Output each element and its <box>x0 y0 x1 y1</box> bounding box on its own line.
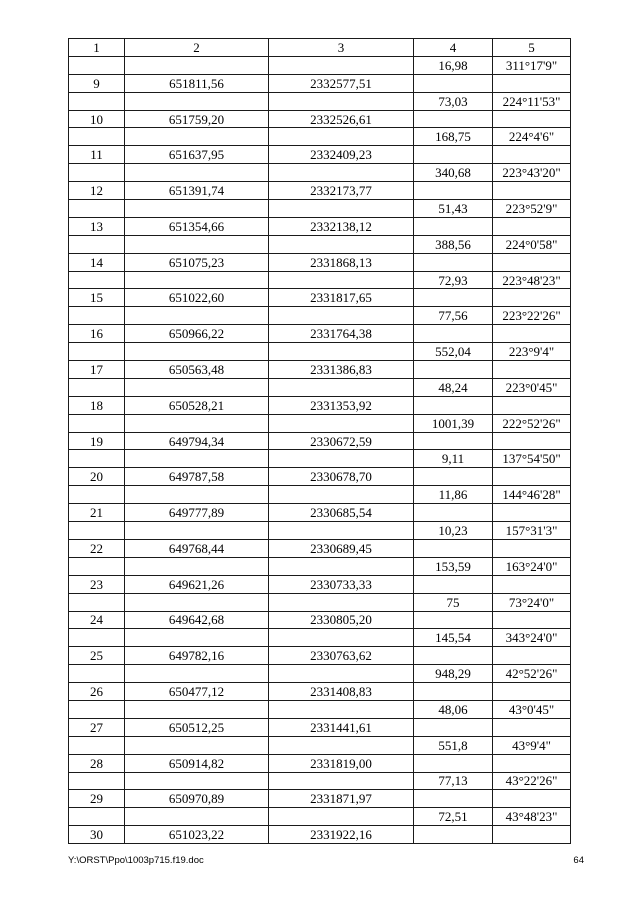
cell-point-number: 25 <box>69 647 125 665</box>
column-header-1: 1 <box>69 39 125 57</box>
cell-y-coordinate: 2330672,59 <box>269 432 414 450</box>
cell-y-coordinate <box>269 56 414 74</box>
cell-bearing: 43°48'23" <box>493 808 571 826</box>
cell-bearing <box>493 325 571 343</box>
table-row-segment <box>69 629 571 647</box>
cell-x-coordinate <box>125 164 269 182</box>
coordinates-table <box>68 38 571 844</box>
cell-point-number <box>69 200 125 218</box>
table-row-segment <box>69 522 571 540</box>
cell-y-coordinate <box>269 200 414 218</box>
cell-distance: 11,86 <box>414 486 493 504</box>
cell-bearing: 157°31'3" <box>493 522 571 540</box>
cell-x-coordinate <box>125 200 269 218</box>
cell-point-number: 16 <box>69 325 125 343</box>
cell-bearing <box>493 790 571 808</box>
cell-distance: 51,43 <box>414 200 493 218</box>
cell-y-coordinate <box>269 593 414 611</box>
cell-distance <box>414 647 493 665</box>
table-row-segment <box>69 128 571 146</box>
cell-bearing <box>493 289 571 307</box>
cell-distance: 75 <box>414 593 493 611</box>
cell-point-number <box>69 736 125 754</box>
table-row-segment <box>69 665 571 683</box>
cell-distance <box>414 718 493 736</box>
cell-distance <box>414 361 493 379</box>
table-row-point <box>69 146 571 164</box>
table-row-point <box>69 790 571 808</box>
cell-x-coordinate <box>125 557 269 575</box>
cell-bearing: 224°11'53" <box>493 92 571 110</box>
cell-point-number: 17 <box>69 361 125 379</box>
cell-point-number: 9 <box>69 74 125 92</box>
cell-bearing <box>493 539 571 557</box>
table-row-point <box>69 683 571 701</box>
table-row-segment <box>69 772 571 790</box>
cell-y-coordinate: 2330733,33 <box>269 575 414 593</box>
cell-distance <box>414 754 493 772</box>
cell-point-number: 18 <box>69 396 125 414</box>
cell-y-coordinate: 2332577,51 <box>269 74 414 92</box>
cell-distance <box>414 575 493 593</box>
cell-x-coordinate <box>125 736 269 754</box>
cell-point-number <box>69 307 125 325</box>
cell-y-coordinate <box>269 486 414 504</box>
table-row-segment <box>69 235 571 253</box>
column-header-2: 2 <box>125 39 269 57</box>
cell-y-coordinate <box>269 665 414 683</box>
cell-x-coordinate: 650528,21 <box>125 396 269 414</box>
cell-distance: 48,06 <box>414 700 493 718</box>
cell-distance: 948,29 <box>414 665 493 683</box>
cell-y-coordinate: 2330763,62 <box>269 647 414 665</box>
cell-x-coordinate: 650970,89 <box>125 790 269 808</box>
cell-bearing <box>493 361 571 379</box>
cell-distance <box>414 504 493 522</box>
table-row-segment <box>69 92 571 110</box>
column-header-4: 4 <box>414 39 493 57</box>
cell-x-coordinate <box>125 343 269 361</box>
table-row-point <box>69 325 571 343</box>
cell-distance: 388,56 <box>414 235 493 253</box>
cell-bearing: 163°24'0" <box>493 557 571 575</box>
cell-x-coordinate <box>125 271 269 289</box>
cell-distance: 77,13 <box>414 772 493 790</box>
cell-point-number <box>69 128 125 146</box>
cell-y-coordinate: 2331922,16 <box>269 826 414 844</box>
cell-bearing: 223°0'45" <box>493 378 571 396</box>
cell-y-coordinate: 2330685,54 <box>269 504 414 522</box>
cell-distance <box>414 826 493 844</box>
cell-distance <box>414 611 493 629</box>
cell-point-number: 15 <box>69 289 125 307</box>
cell-bearing <box>493 647 571 665</box>
cell-point-number: 27 <box>69 718 125 736</box>
table-row-point <box>69 504 571 522</box>
cell-y-coordinate: 2330678,70 <box>269 468 414 486</box>
cell-y-coordinate <box>269 128 414 146</box>
cell-bearing: 43°22'26" <box>493 772 571 790</box>
cell-distance <box>414 146 493 164</box>
cell-x-coordinate: 649621,26 <box>125 575 269 593</box>
cell-x-coordinate <box>125 450 269 468</box>
cell-x-coordinate: 651759,20 <box>125 110 269 128</box>
column-header-5: 5 <box>493 39 571 57</box>
cell-y-coordinate <box>269 450 414 468</box>
cell-distance: 145,54 <box>414 629 493 647</box>
cell-y-coordinate: 2330689,45 <box>269 539 414 557</box>
cell-x-coordinate <box>125 665 269 683</box>
cell-point-number: 20 <box>69 468 125 486</box>
cell-bearing <box>493 396 571 414</box>
cell-point-number: 29 <box>69 790 125 808</box>
cell-point-number: 30 <box>69 826 125 844</box>
cell-bearing: 73°24'0" <box>493 593 571 611</box>
cell-bearing: 223°52'9" <box>493 200 571 218</box>
cell-y-coordinate <box>269 92 414 110</box>
table-row-segment <box>69 486 571 504</box>
cell-y-coordinate: 2331817,65 <box>269 289 414 307</box>
cell-bearing: 144°46'28" <box>493 486 571 504</box>
cell-x-coordinate <box>125 593 269 611</box>
cell-x-coordinate <box>125 235 269 253</box>
cell-distance: 551,8 <box>414 736 493 754</box>
table-row-segment <box>69 307 571 325</box>
cell-distance <box>414 110 493 128</box>
cell-point-number <box>69 486 125 504</box>
cell-y-coordinate: 2332409,23 <box>269 146 414 164</box>
column-header-3: 3 <box>269 39 414 57</box>
cell-distance: 73,03 <box>414 92 493 110</box>
cell-distance <box>414 432 493 450</box>
cell-y-coordinate: 2331871,97 <box>269 790 414 808</box>
cell-x-coordinate: 650477,12 <box>125 683 269 701</box>
cell-bearing: 311°17'9" <box>493 56 571 74</box>
cell-distance <box>414 468 493 486</box>
cell-point-number <box>69 522 125 540</box>
cell-y-coordinate: 2331764,38 <box>269 325 414 343</box>
cell-y-coordinate <box>269 522 414 540</box>
cell-x-coordinate <box>125 307 269 325</box>
table-row-point <box>69 182 571 200</box>
cell-bearing <box>493 575 571 593</box>
table-row-point <box>69 217 571 235</box>
cell-x-coordinate: 650563,48 <box>125 361 269 379</box>
cell-point-number <box>69 700 125 718</box>
table-row-segment <box>69 343 571 361</box>
cell-y-coordinate: 2331819,00 <box>269 754 414 772</box>
cell-distance: 1001,39 <box>414 414 493 432</box>
cell-distance: 9,11 <box>414 450 493 468</box>
cell-point-number <box>69 772 125 790</box>
cell-distance <box>414 253 493 271</box>
table-row-point <box>69 74 571 92</box>
cell-point-number <box>69 557 125 575</box>
cell-x-coordinate <box>125 92 269 110</box>
cell-distance: 16,98 <box>414 56 493 74</box>
cell-x-coordinate: 651075,23 <box>125 253 269 271</box>
table-row-point <box>69 611 571 629</box>
table-row-segment <box>69 450 571 468</box>
page-number: 64 <box>573 855 584 866</box>
cell-point-number: 22 <box>69 539 125 557</box>
cell-bearing: 343°24'0" <box>493 629 571 647</box>
cell-y-coordinate: 2332173,77 <box>269 182 414 200</box>
table-row-segment <box>69 378 571 396</box>
cell-distance: 168,75 <box>414 128 493 146</box>
table-row-point <box>69 754 571 772</box>
cell-point-number <box>69 808 125 826</box>
cell-y-coordinate: 2331868,13 <box>269 253 414 271</box>
cell-distance <box>414 790 493 808</box>
cell-bearing: 42°52'26" <box>493 665 571 683</box>
cell-y-coordinate <box>269 271 414 289</box>
cell-bearing <box>493 611 571 629</box>
table-row-segment <box>69 736 571 754</box>
cell-y-coordinate: 2331408,83 <box>269 683 414 701</box>
cell-bearing <box>493 504 571 522</box>
cell-y-coordinate <box>269 629 414 647</box>
cell-point-number <box>69 343 125 361</box>
cell-x-coordinate: 649782,16 <box>125 647 269 665</box>
cell-point-number <box>69 92 125 110</box>
cell-bearing <box>493 432 571 450</box>
cell-x-coordinate: 649768,44 <box>125 539 269 557</box>
table-row-point <box>69 289 571 307</box>
cell-y-coordinate: 2332138,12 <box>269 217 414 235</box>
cell-x-coordinate: 649794,34 <box>125 432 269 450</box>
cell-point-number: 13 <box>69 217 125 235</box>
cell-y-coordinate <box>269 343 414 361</box>
cell-point-number: 24 <box>69 611 125 629</box>
cell-bearing: 43°9'4" <box>493 736 571 754</box>
cell-y-coordinate <box>269 378 414 396</box>
table-row-segment <box>69 557 571 575</box>
table-row-segment <box>69 200 571 218</box>
table-row-point <box>69 110 571 128</box>
table-row-point <box>69 253 571 271</box>
cell-bearing: 137°54'50" <box>493 450 571 468</box>
cell-x-coordinate <box>125 772 269 790</box>
cell-point-number: 26 <box>69 683 125 701</box>
cell-distance <box>414 289 493 307</box>
cell-x-coordinate: 650512,25 <box>125 718 269 736</box>
cell-y-coordinate <box>269 700 414 718</box>
cell-bearing: 224°4'6" <box>493 128 571 146</box>
cell-distance: 48,24 <box>414 378 493 396</box>
cell-distance <box>414 182 493 200</box>
cell-bearing <box>493 754 571 772</box>
cell-x-coordinate <box>125 414 269 432</box>
cell-point-number: 28 <box>69 754 125 772</box>
cell-y-coordinate <box>269 772 414 790</box>
cell-y-coordinate: 2332526,61 <box>269 110 414 128</box>
cell-point-number <box>69 450 125 468</box>
cell-point-number: 14 <box>69 253 125 271</box>
cell-bearing <box>493 182 571 200</box>
cell-distance: 153,59 <box>414 557 493 575</box>
cell-bearing <box>493 468 571 486</box>
cell-point-number <box>69 414 125 432</box>
cell-x-coordinate: 651022,60 <box>125 289 269 307</box>
cell-distance: 10,23 <box>414 522 493 540</box>
table-row-point <box>69 718 571 736</box>
cell-point-number: 11 <box>69 146 125 164</box>
cell-y-coordinate <box>269 557 414 575</box>
cell-point-number <box>69 271 125 289</box>
cell-x-coordinate <box>125 808 269 826</box>
cell-y-coordinate <box>269 307 414 325</box>
cell-x-coordinate: 649787,58 <box>125 468 269 486</box>
cell-point-number: 10 <box>69 110 125 128</box>
table-row-point <box>69 539 571 557</box>
cell-y-coordinate <box>269 736 414 754</box>
cell-bearing: 223°43'20" <box>493 164 571 182</box>
table-row-segment <box>69 593 571 611</box>
cell-distance: 72,51 <box>414 808 493 826</box>
cell-bearing: 223°9'4" <box>493 343 571 361</box>
cell-x-coordinate: 651811,56 <box>125 74 269 92</box>
cell-bearing <box>493 718 571 736</box>
cell-point-number: 19 <box>69 432 125 450</box>
cell-x-coordinate: 649777,89 <box>125 504 269 522</box>
cell-bearing <box>493 826 571 844</box>
cell-bearing <box>493 146 571 164</box>
table-row-segment <box>69 56 571 74</box>
footer-file-path: Y:\ORST\Ppo\1003p715.f19.doc <box>68 855 204 866</box>
table-row-segment <box>69 271 571 289</box>
cell-y-coordinate <box>269 164 414 182</box>
cell-x-coordinate <box>125 378 269 396</box>
cell-y-coordinate <box>269 414 414 432</box>
cell-distance <box>414 74 493 92</box>
cell-y-coordinate: 2331386,83 <box>269 361 414 379</box>
cell-point-number <box>69 378 125 396</box>
cell-x-coordinate <box>125 629 269 647</box>
cell-x-coordinate: 651637,95 <box>125 146 269 164</box>
cell-bearing <box>493 217 571 235</box>
cell-y-coordinate: 2331353,92 <box>269 396 414 414</box>
cell-bearing: 223°22'26" <box>493 307 571 325</box>
table-row-point <box>69 432 571 450</box>
cell-point-number <box>69 665 125 683</box>
cell-distance <box>414 539 493 557</box>
cell-x-coordinate <box>125 128 269 146</box>
cell-bearing: 224°0'58" <box>493 235 571 253</box>
cell-x-coordinate: 650966,22 <box>125 325 269 343</box>
cell-bearing <box>493 683 571 701</box>
cell-bearing: 43°0'45" <box>493 700 571 718</box>
cell-point-number: 12 <box>69 182 125 200</box>
table-row-point <box>69 468 571 486</box>
cell-distance: 340,68 <box>414 164 493 182</box>
cell-point-number <box>69 56 125 74</box>
table-row-point <box>69 361 571 379</box>
cell-distance: 552,04 <box>414 343 493 361</box>
cell-distance: 72,93 <box>414 271 493 289</box>
cell-point-number <box>69 593 125 611</box>
cell-point-number <box>69 235 125 253</box>
cell-distance <box>414 396 493 414</box>
cell-point-number <box>69 629 125 647</box>
table-body <box>69 56 571 843</box>
cell-x-coordinate <box>125 522 269 540</box>
table-row-segment <box>69 700 571 718</box>
cell-bearing <box>493 253 571 271</box>
cell-x-coordinate <box>125 486 269 504</box>
cell-distance <box>414 683 493 701</box>
cell-y-coordinate <box>269 808 414 826</box>
cell-point-number: 23 <box>69 575 125 593</box>
table-row-segment <box>69 414 571 432</box>
table-row-point <box>69 647 571 665</box>
table-header-row <box>69 39 571 57</box>
cell-x-coordinate <box>125 56 269 74</box>
cell-distance <box>414 325 493 343</box>
cell-x-coordinate: 651023,22 <box>125 826 269 844</box>
cell-point-number: 21 <box>69 504 125 522</box>
cell-y-coordinate: 2331441,61 <box>269 718 414 736</box>
cell-x-coordinate: 651354,66 <box>125 217 269 235</box>
cell-x-coordinate: 649642,68 <box>125 611 269 629</box>
cell-y-coordinate <box>269 235 414 253</box>
cell-x-coordinate <box>125 700 269 718</box>
cell-x-coordinate: 650914,82 <box>125 754 269 772</box>
table-row-point <box>69 575 571 593</box>
cell-distance: 77,56 <box>414 307 493 325</box>
cell-point-number <box>69 164 125 182</box>
cell-distance <box>414 217 493 235</box>
cell-x-coordinate: 651391,74 <box>125 182 269 200</box>
cell-bearing <box>493 74 571 92</box>
table-row-point <box>69 396 571 414</box>
cell-bearing: 223°48'23" <box>493 271 571 289</box>
table-row-point <box>69 826 571 844</box>
cell-bearing: 222°52'26" <box>493 414 571 432</box>
table-row-segment <box>69 164 571 182</box>
cell-y-coordinate: 2330805,20 <box>269 611 414 629</box>
table-row-segment <box>69 808 571 826</box>
cell-bearing <box>493 110 571 128</box>
